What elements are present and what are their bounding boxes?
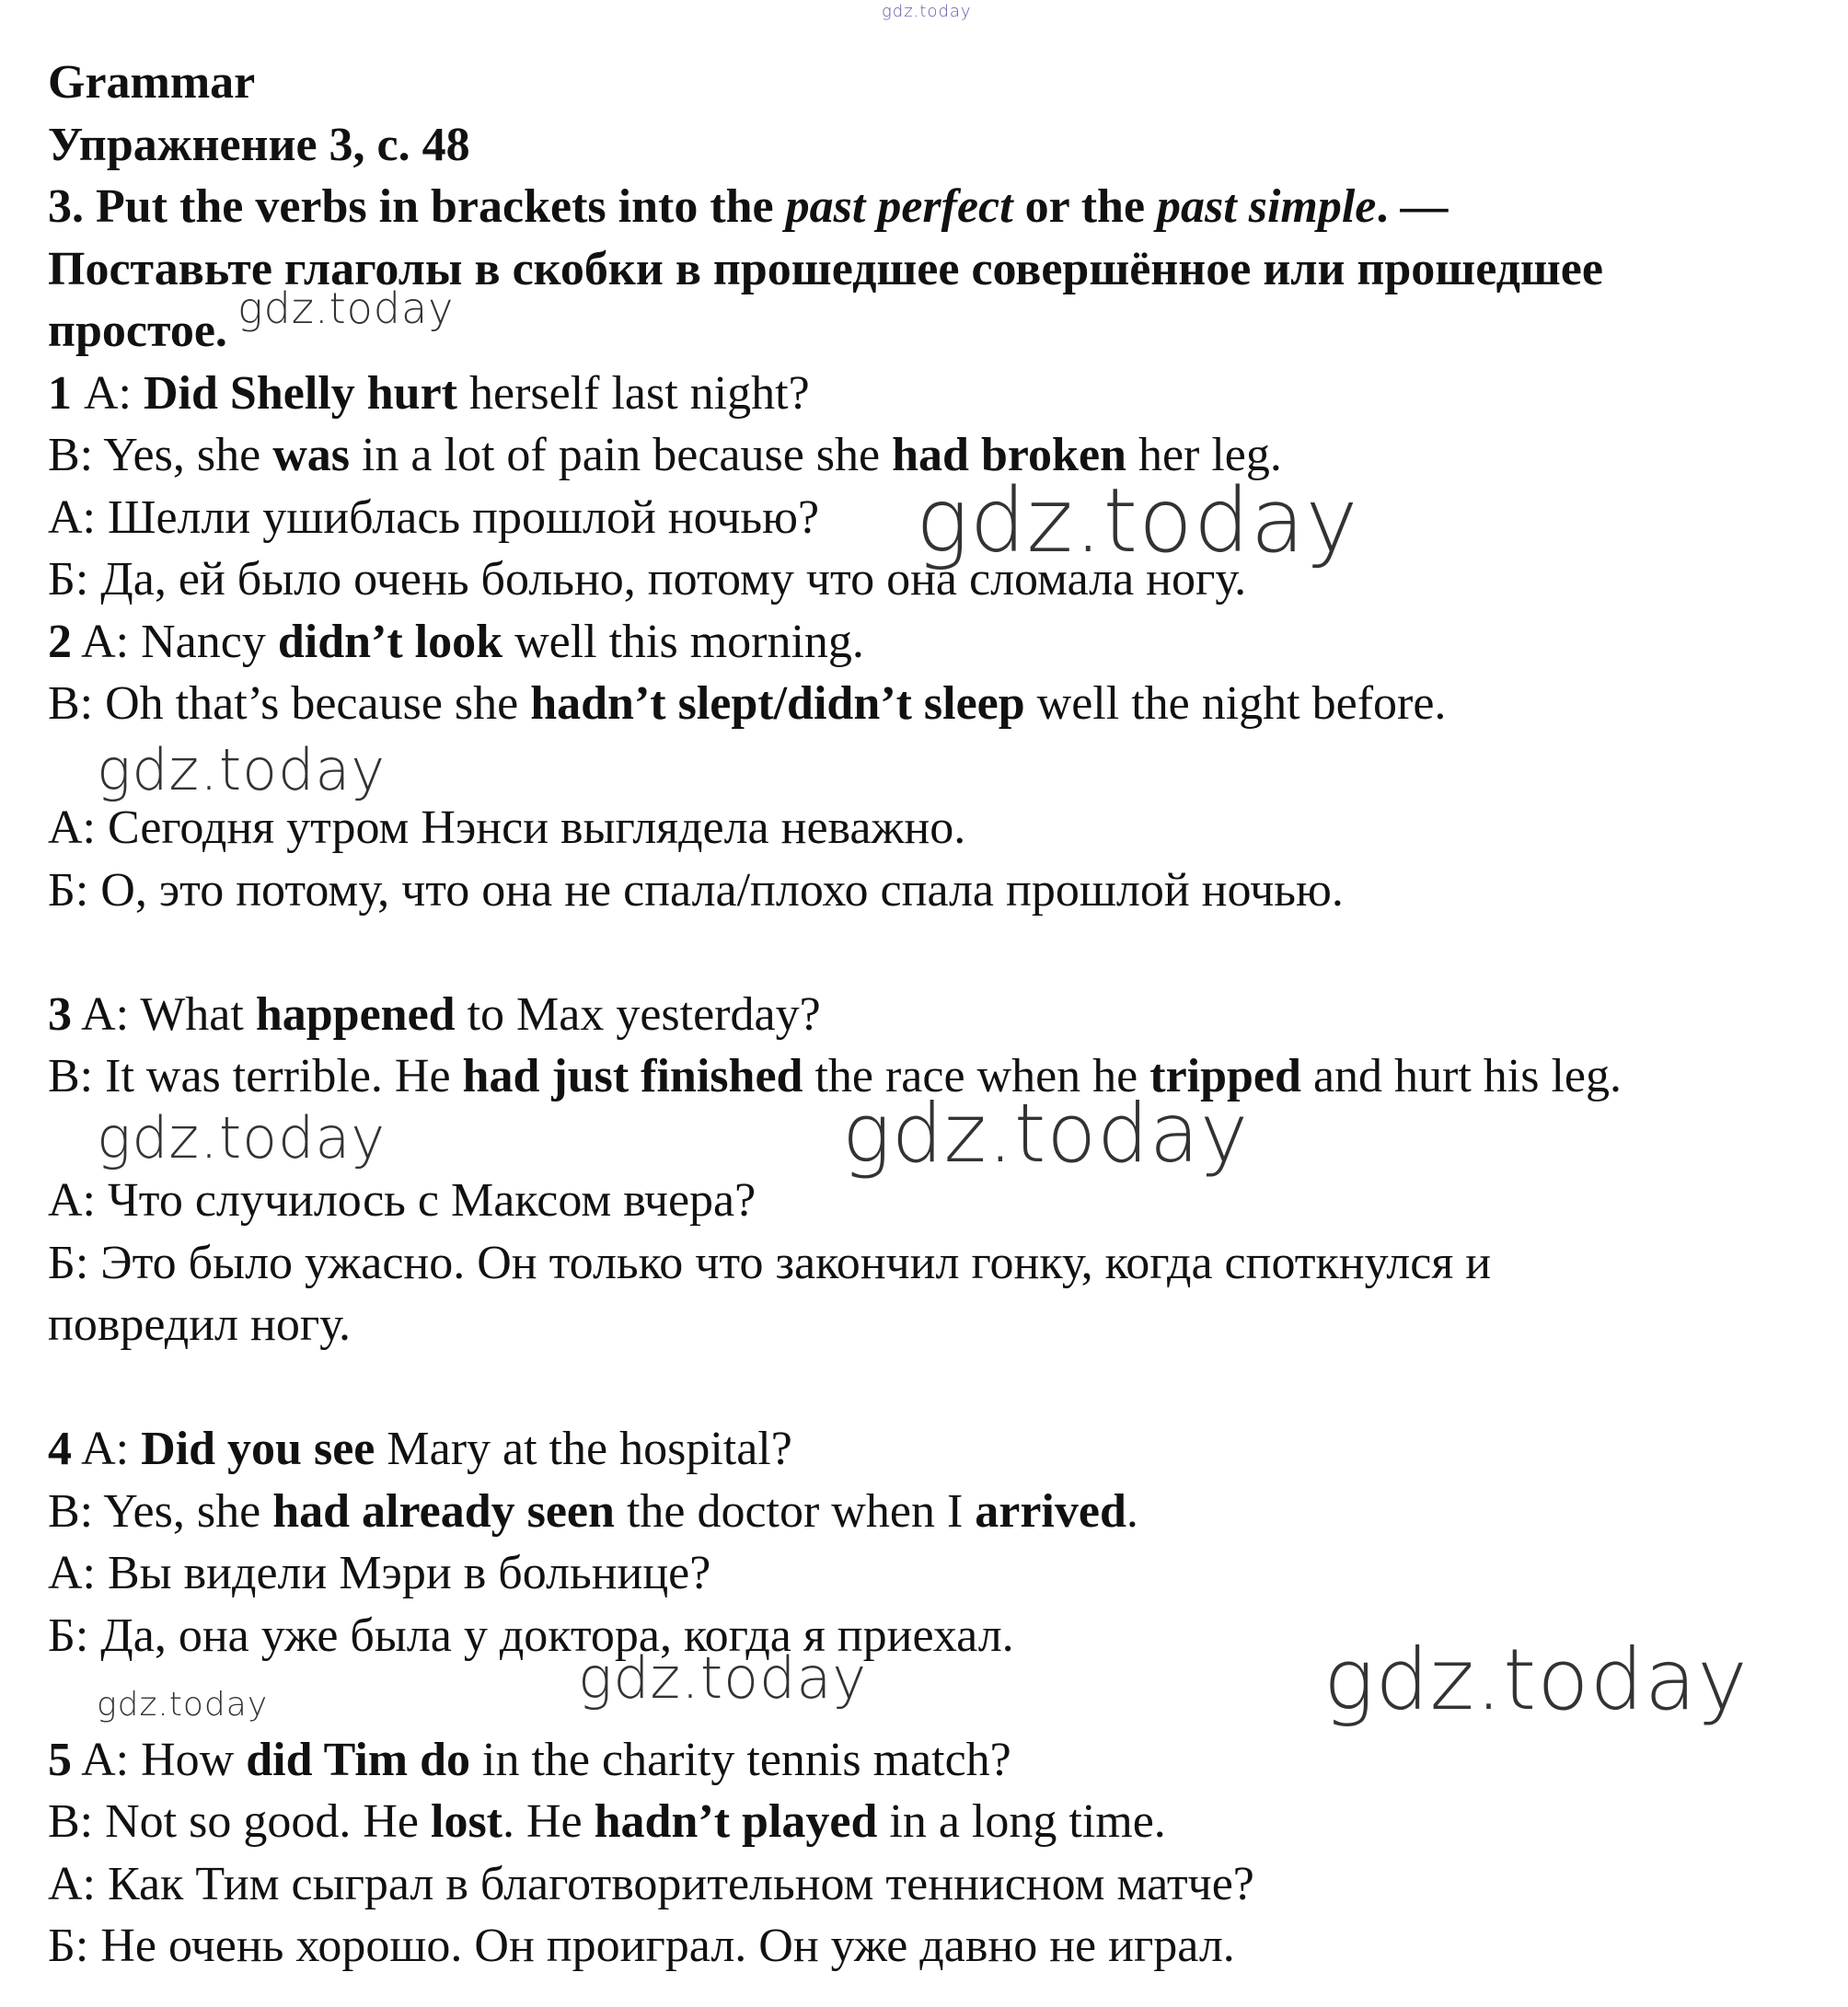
- task-instruction-ru-2: простое.: [48, 305, 227, 357]
- text-segment: . He: [502, 1795, 595, 1848]
- answer-verb: Did Shelly hurt: [144, 366, 457, 420]
- answer-verb: 2: [48, 615, 72, 668]
- answer-verb: 5: [48, 1733, 72, 1786]
- text-segment: her leg.: [1126, 429, 1282, 481]
- dialogue-2-ru-b: Б: О, это потому, что она не спала/плохо спала прошлой ночью.: [48, 863, 1344, 917]
- doc-title: Grammar: [48, 56, 256, 109]
- text-segment: to Max yesterday?: [455, 987, 821, 1041]
- dialogue-3-ru-a: А: Что случилось с Максом вчера?: [48, 1174, 757, 1227]
- dialogue-1-en-a: [48, 363, 1824, 425]
- dialogue-5-ru-b: Б: Не очень хорошо. Он проиграл. Он уже давно не играл.: [48, 1920, 1235, 1972]
- answer-verb: happened: [255, 987, 456, 1041]
- text-segment: А:: [72, 366, 144, 420]
- answer-verb: had broken: [892, 429, 1126, 481]
- text-segment: B: Yes, she: [48, 429, 273, 481]
- spacer: [48, 921, 1824, 984]
- task-instruction-ru: Поставьте глаголы в скобки в прошедшее совершённое или прошедшее: [48, 242, 1603, 295]
- text-segment: herself last night?: [456, 366, 810, 420]
- text-segment: the race when he: [803, 1050, 1150, 1102]
- text-segment: B: It was terrible. He: [48, 1050, 463, 1102]
- text-segment: well this morning.: [502, 615, 864, 668]
- dialogue-2-en-b: [48, 673, 1824, 735]
- spacer: [48, 1356, 1824, 1419]
- text-segment: the doctor when I: [614, 1484, 976, 1538]
- dialogue-3-ru-b-cont: повредил ногу.: [48, 1298, 351, 1351]
- dialogue-1-ru-b: Б: Да, ей было очень больно, потому что она сломала ногу.: [48, 553, 1247, 606]
- answer-verb: 3: [48, 987, 72, 1041]
- watermark: gdz.today: [916, 469, 1359, 572]
- text-segment: well the night before.: [1024, 677, 1447, 730]
- answer-verb: didn’t look: [277, 615, 503, 668]
- answer-verb: hadn’t played: [594, 1795, 878, 1848]
- spacer: [48, 1667, 1824, 1729]
- dialogue-1-en-b: [48, 424, 1824, 487]
- dialogue-2-en-a: [48, 611, 1824, 674]
- dialogue-4-ru-a: А: Вы видели Мэри в больнице?: [48, 1547, 711, 1599]
- dialogue-4-en-a: [48, 1418, 1824, 1481]
- spacer: [48, 735, 1824, 798]
- task-instruction: 3. Put the verbs in brackets into the past perfect or the past simple. —: [48, 180, 1449, 233]
- text-segment: B: Not so good. He: [48, 1795, 431, 1848]
- dialogue-1-ru-a: А: Шелли ушиблась прошлой ночью?: [48, 490, 820, 544]
- text-segment: B: Oh that’s because she: [48, 677, 531, 730]
- watermark: gdz.today: [97, 1686, 269, 1724]
- answer-verb: 1: [48, 366, 72, 420]
- watermark: gdz.today: [842, 1086, 1250, 1181]
- watermark: gdz.today: [1323, 1631, 1749, 1729]
- document: [48, 52, 1824, 1978]
- answer-verb: did Tim do: [246, 1733, 471, 1786]
- text-segment: B: Yes, she: [48, 1484, 273, 1538]
- watermark-top: gdz.today: [882, 2, 972, 21]
- dialogue-5-en-b: [48, 1791, 1824, 1853]
- answer-verb: tripped: [1149, 1050, 1301, 1102]
- text-segment: A:: [72, 1423, 142, 1475]
- dialogue-4-ru-b: Б: Да, она уже была у доктора, когда я приехал.: [48, 1609, 1014, 1662]
- text-segment: A: How: [72, 1733, 247, 1786]
- answer-verb: had just finished: [462, 1050, 803, 1102]
- dialogue-3-en-b: [48, 1045, 1824, 1108]
- text-segment: .: [1126, 1484, 1138, 1538]
- exercise-ref: Упражнение 3, с. 48: [48, 118, 470, 171]
- answer-verb: hadn’t slept/didn’t sleep: [530, 677, 1025, 730]
- text-segment: in the charity tennis match?: [470, 1733, 1011, 1786]
- dialogue-5-en-a: [48, 1729, 1824, 1792]
- watermark: gdz.today: [97, 1104, 387, 1171]
- watermark: gdz.today: [237, 283, 455, 333]
- answer-verb: was: [272, 429, 350, 481]
- watermark: gdz.today: [578, 1644, 868, 1712]
- dialogue-3-en-a: [48, 984, 1824, 1046]
- answer-verb: Did you see: [141, 1423, 375, 1475]
- text-segment: in a long time.: [877, 1795, 1166, 1848]
- spacer: [48, 1108, 1824, 1171]
- text-segment: in a lot of pain because she: [349, 429, 893, 481]
- dialogue-4-en-b: [48, 1481, 1824, 1543]
- answer-verb: arrived: [975, 1484, 1126, 1538]
- dialogue-2-ru-a: А: Сегодня утром Нэнси выглядела неважно.: [48, 802, 966, 854]
- dialogue-3-ru-b: Б: Это было ужасно. Он только что закончил гонку, когда споткнулся и: [48, 1236, 1492, 1289]
- text-segment: and hurt his leg.: [1300, 1050, 1622, 1102]
- text-segment: A: What: [72, 987, 256, 1041]
- answer-verb: 4: [48, 1423, 72, 1475]
- answer-verb: had already seen: [272, 1484, 615, 1538]
- watermark: gdz.today: [97, 736, 387, 803]
- text-segment: A: Nancy: [72, 615, 278, 668]
- answer-verb: lost: [431, 1795, 502, 1848]
- dialogue-5-ru-a: А: Как Тим сыграл в благотворительном теннисном матче?: [48, 1857, 1254, 1910]
- text-segment: Mary at the hospital?: [375, 1423, 792, 1475]
